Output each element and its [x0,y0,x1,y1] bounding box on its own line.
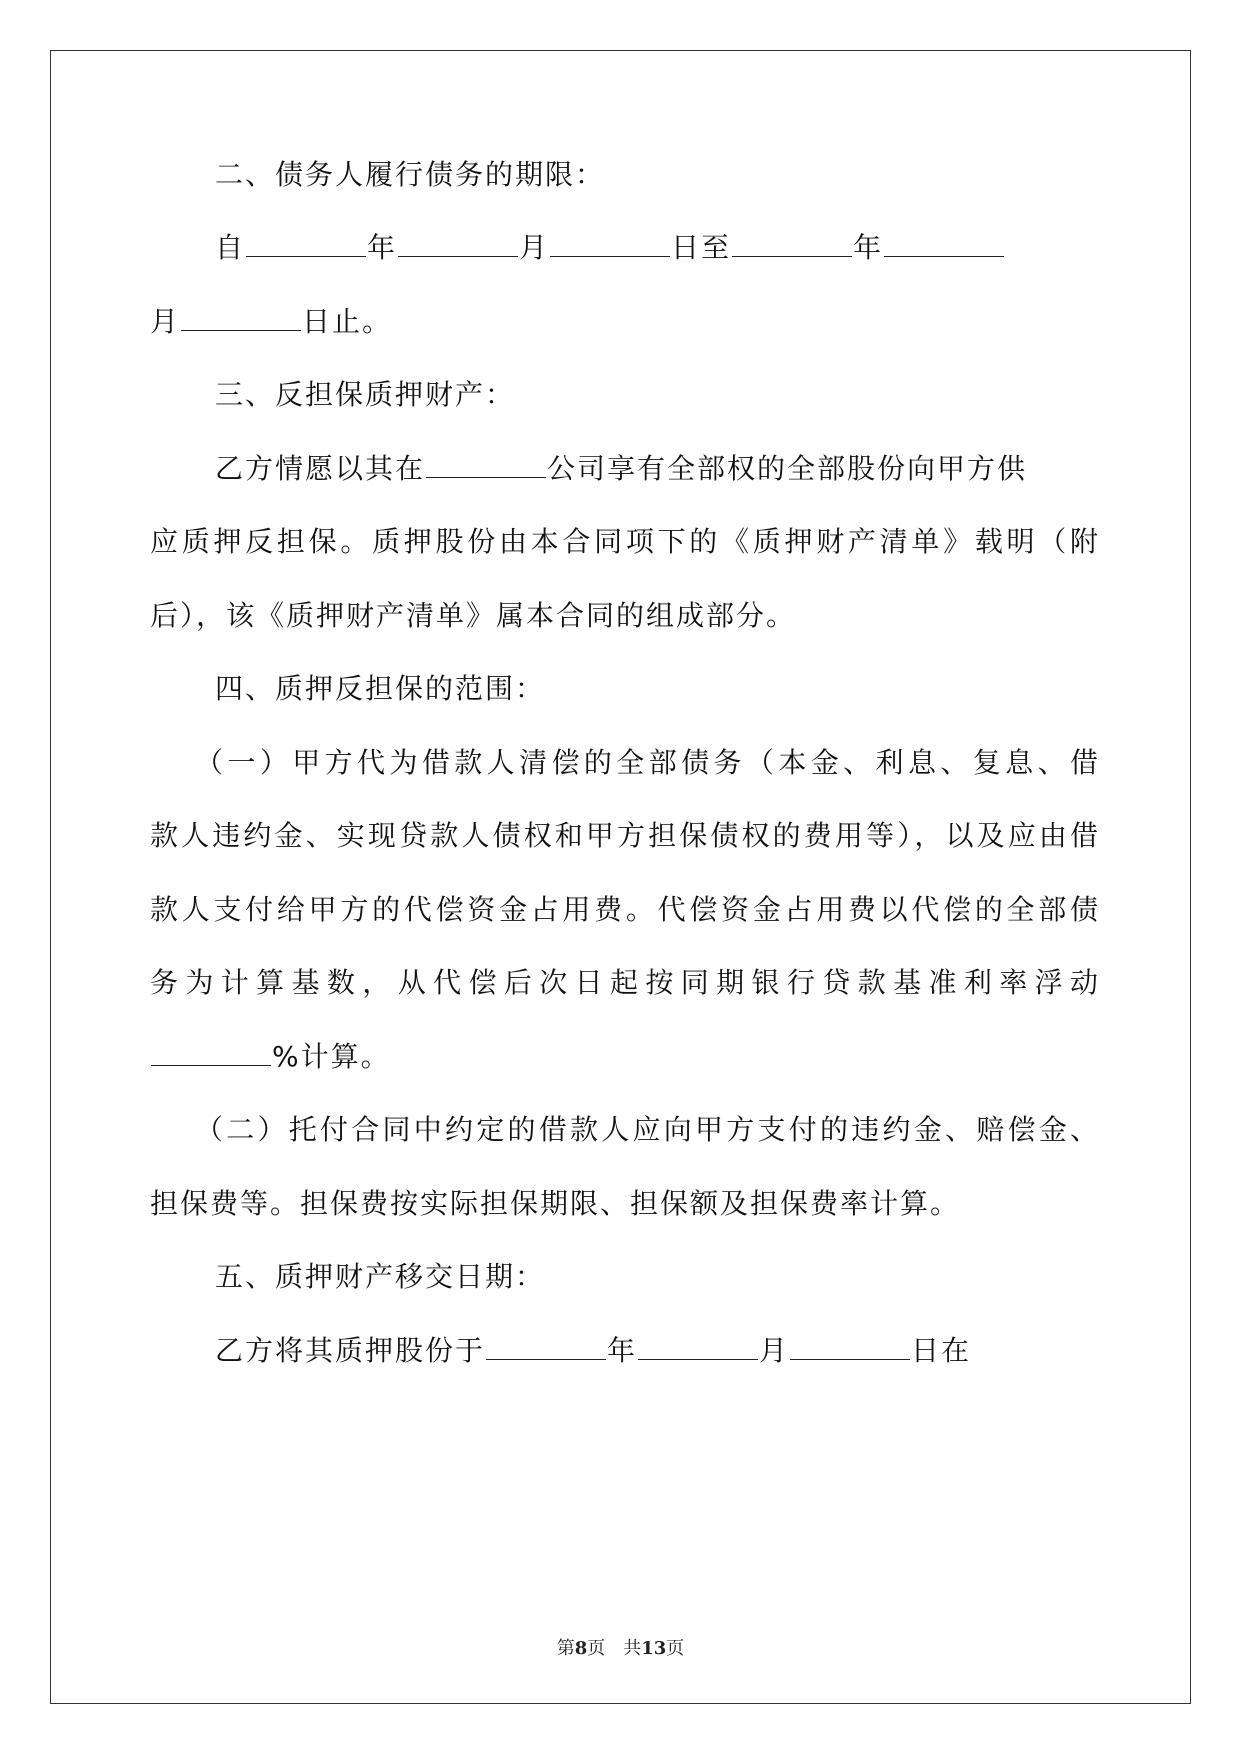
collateral-line-3: 后），该《质押财产清单》属本合同的组成部分。 [150,599,797,632]
heading-transfer-date: 五、质押财产移交日期： [215,1260,546,1293]
text-year: 年 [367,231,398,264]
heading-collateral: 三、反担保质押财产： [215,378,516,411]
text-party-b-pledge: 乙方将其质押股份于 [215,1334,486,1367]
footer-total-pages: 13 [641,1638,667,1659]
blank-start-year[interactable] [246,230,366,257]
blank-end-year[interactable] [732,230,852,257]
transfer-date-line-1 [215,1331,1100,1371]
heading-scope: 四、质押反担保的范围： [215,672,546,705]
scope-item-1-line-5 [150,1037,1100,1077]
scope-item-2-line-2: 担保费等。担保费按实际担保期限、担保额及担保费率计算。 [150,1187,961,1220]
text-day-at: 日在 [911,1334,972,1367]
scope-item-2-line-1: （二）托付合同中约定的借款人应向甲方支付的违约金、赔偿金、 [195,1113,1100,1146]
footer-current-page: 8 [574,1638,588,1659]
blank-start-day[interactable] [550,230,670,257]
blank-float-percent[interactable] [151,1039,271,1066]
footer-suffix: 页 [666,1638,685,1659]
text-percent-calc: %计算。 [272,1040,391,1073]
blank-end-month[interactable] [884,230,1004,257]
text-party-b-willing: 乙方情愿以其在 [215,452,426,485]
text-year-3: 年 [607,1334,638,1367]
text-day-end: 日止。 [302,305,393,338]
scope-item-1-line-1: （一）甲方代为借款人清偿的全部债务（本金、利息、复息、借 [195,746,1100,779]
collateral-line-1 [215,449,1100,489]
text-from: 自 [215,231,246,264]
text-month: 月 [519,231,550,264]
text-month-3: 月 [759,1334,790,1367]
blank-start-month[interactable] [398,230,518,257]
blank-transfer-year[interactable] [486,1333,606,1360]
collateral-line-2: 应质押反担保。质押股份由本合同项下的《质押财产清单》载明（附 [150,525,1100,558]
footer-mid: 页 共 [587,1638,642,1659]
text-company-shares: 公司享有全部权的全部股份向甲方供 [547,452,1028,485]
page-footer [0,1634,1241,1660]
scope-item-1-line-2: 款人违约金、实现贷款人债权和甲方担保债权的费用等），以及应由借 [150,819,1100,852]
blank-end-day[interactable] [181,304,301,331]
blank-transfer-month[interactable] [638,1333,758,1360]
blank-company[interactable] [426,451,546,478]
text-day-to: 日至 [671,231,732,264]
scope-item-1-line-4: 务为计算基数，从代偿后次日起按同期银行贷款基准利率浮动 [150,966,1100,999]
blank-transfer-day[interactable] [790,1333,910,1360]
heading-debt-period: 二、债务人履行债务的期限： [215,158,606,191]
text-month-2: 月 [150,305,181,338]
footer-prefix: 第 [556,1638,575,1659]
debt-period-line-2 [150,302,1100,342]
text-year-2: 年 [853,231,884,264]
scope-item-1-line-3: 款人支付给甲方的代偿资金占用费。代偿资金占用费以代偿的全部债 [150,893,1100,926]
page-border [50,50,1191,1704]
debt-period-line-1 [215,228,1100,268]
